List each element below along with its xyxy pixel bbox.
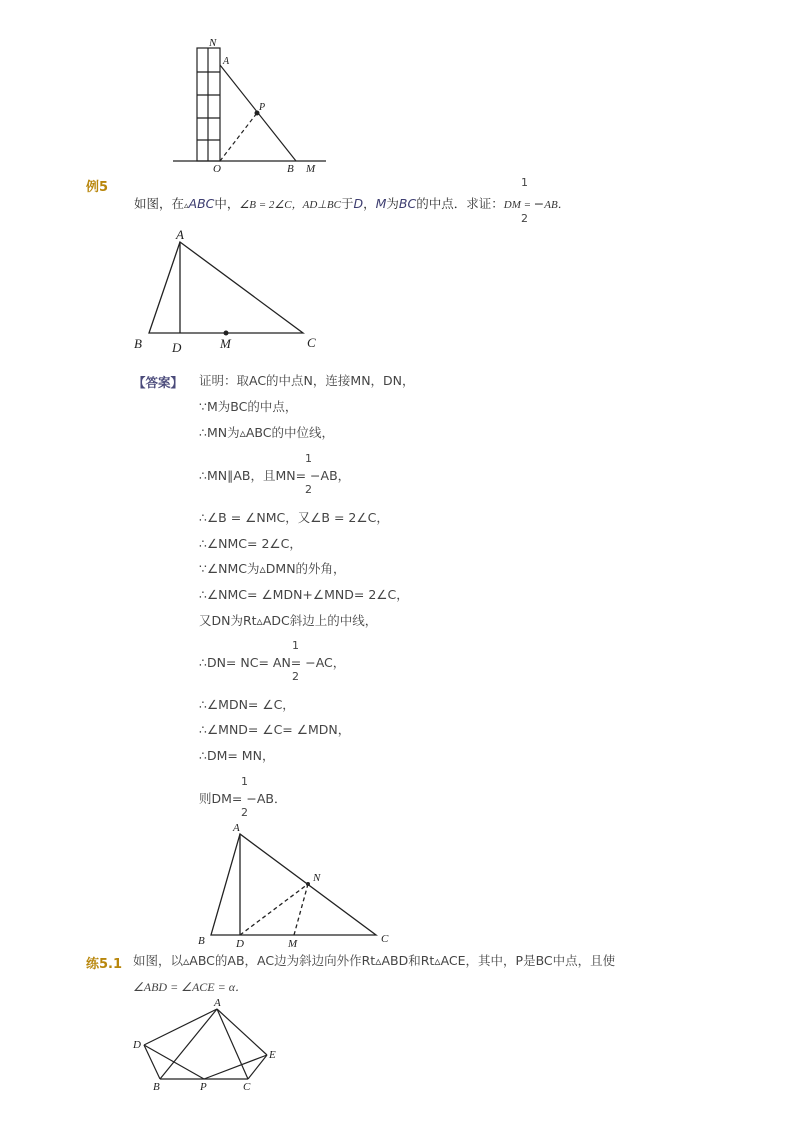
- segment-MN: [294, 884, 308, 935]
- proof-line: ∴∠MND= ∠C= ∠MDN，: [199, 722, 351, 737]
- claim-frac-num: 1: [521, 176, 528, 189]
- example-label: 例5: [86, 180, 109, 195]
- point-M: [224, 331, 229, 336]
- label-B: B: [287, 163, 294, 175]
- label-A: A: [233, 822, 240, 834]
- wall: [197, 48, 220, 161]
- label-P: P: [259, 102, 266, 113]
- label-E: E: [269, 1049, 276, 1061]
- label-N: N: [209, 37, 217, 49]
- label-B: B: [134, 336, 142, 351]
- point-N: [306, 882, 310, 886]
- proof-line: ∴∠NMC= 2∠C，: [199, 536, 302, 551]
- answer-bracket: 【答案】: [133, 375, 184, 390]
- label-B: B: [153, 1081, 160, 1093]
- frac-num: 1: [305, 452, 312, 465]
- label-M: M: [288, 938, 298, 950]
- proof-line: 证明：取AC的中点N，连接MN，DN，: [199, 373, 415, 388]
- claim-frac-den: 2: [521, 212, 528, 225]
- point-P: [255, 111, 260, 116]
- triangle-ABC: [149, 242, 303, 333]
- label-O: O: [213, 163, 221, 175]
- practice-text-line1: 如图，以▵ABC的AB，AC边为斜边向外作Rt▵ABD和Rt▵ACE，其中，P是BC中点，且使: [133, 953, 616, 968]
- triangle-ABC: [211, 834, 376, 935]
- proof-line: 又DN为Rt▵ADC斜边上的中线，: [199, 613, 378, 628]
- label-B: B: [198, 935, 205, 947]
- frac-den: 2: [305, 483, 312, 496]
- proof-line: 则DM= −AB．: [199, 791, 287, 806]
- proof-line: ∴∠B = ∠NMC，又∠B = 2∠C，: [199, 510, 389, 525]
- proof-line: ∵M为BC的中点，: [199, 399, 298, 414]
- label-C: C: [381, 933, 389, 945]
- label-D: D: [172, 340, 182, 355]
- practice-label: 练5.1: [86, 957, 123, 972]
- frac-num: 1: [292, 639, 299, 652]
- proof-line: ∴∠MDN= ∠C，: [199, 697, 295, 712]
- label-A: A: [214, 997, 221, 1009]
- practice-text-line2: ∠ABD = ∠ACE = α．: [133, 980, 248, 994]
- example-problem: 如图，在▵ABC中，∠B = 2∠C，AD⊥BC于D，M为BC的中点．求证：DM = −AB．: [134, 196, 569, 211]
- proof-line: ∴DN= NC= AN= −AC，: [199, 655, 346, 670]
- proof-line: ∴MN为▵ABC的中位线，: [199, 425, 334, 440]
- label-C: C: [307, 335, 316, 350]
- frac-den: 2: [241, 806, 248, 819]
- label-A: A: [223, 56, 230, 67]
- proof-line: ∵∠NMC为▵DMN的外角，: [199, 561, 346, 576]
- label-C: C: [243, 1081, 251, 1093]
- label-D: D: [133, 1039, 141, 1051]
- ladder-segment-AB: [220, 65, 296, 161]
- label-P: P: [200, 1081, 207, 1093]
- frac-den: 2: [292, 670, 299, 683]
- label-M: M: [306, 163, 316, 175]
- label-M: M: [220, 336, 231, 351]
- label-N: N: [313, 872, 321, 884]
- proof-line: ∴∠NMC= ∠MDN+∠MND= 2∠C，: [199, 587, 409, 602]
- proof-line: ∴DM= MN，: [199, 748, 275, 763]
- label-A: A: [176, 227, 184, 242]
- segment-DN: [240, 884, 308, 935]
- segment-OP: [220, 113, 257, 161]
- frac-num: 1: [241, 775, 248, 788]
- proof-line: ∴MN∥AB，且MN= −AB，: [199, 468, 351, 483]
- label-D: D: [236, 938, 244, 950]
